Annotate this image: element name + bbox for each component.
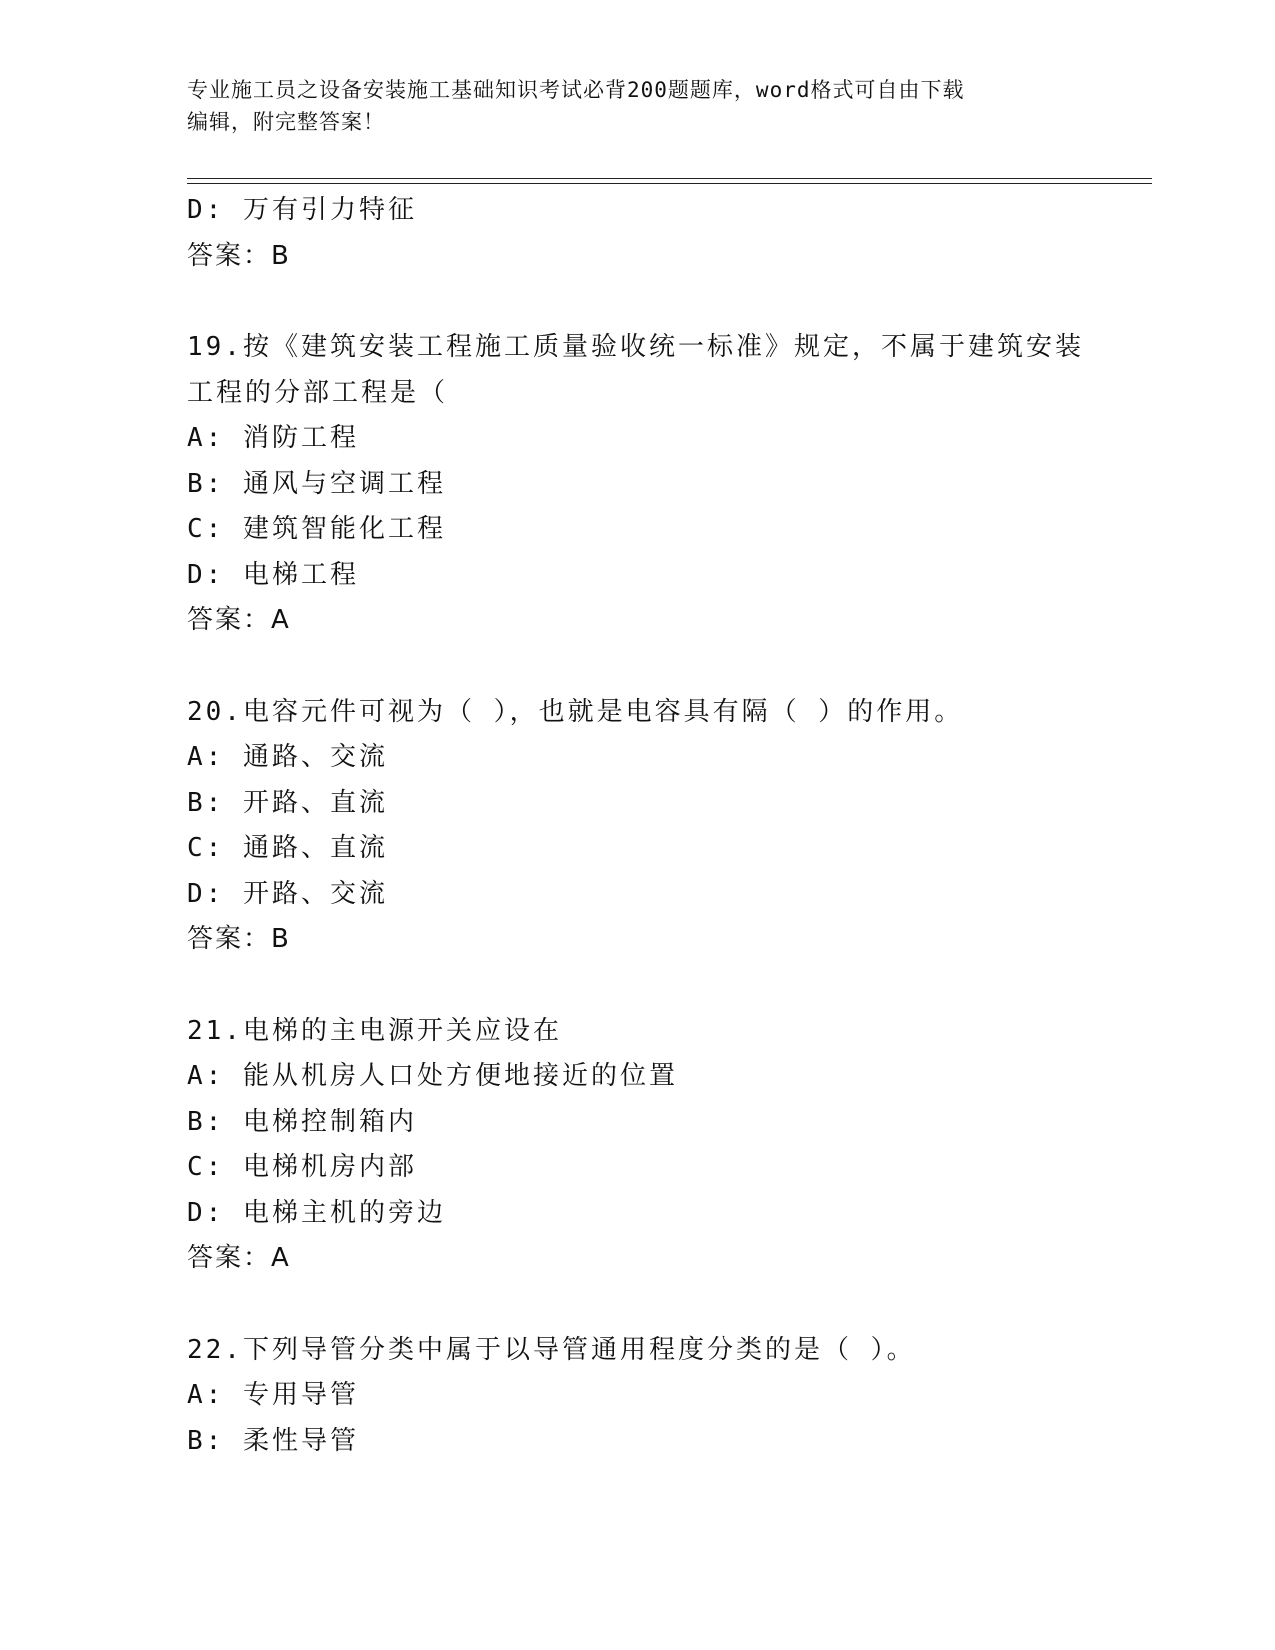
option-b: B: 开路、直流 [187,787,388,818]
question-stem: 19.按《建筑安装工程施工质量验收统一标准》规定，不属于建筑安装 [187,332,1084,362]
option-a: A: 专用导管 [187,1380,359,1410]
answer-line: 答案：A [187,605,291,635]
option-a: A: 能从机房人口处方便地接近的位置 [187,1061,678,1091]
option-d: D: 电梯工程 [187,559,359,590]
question-19 [187,325,1087,644]
option-c: C: 电梯机房内部 [187,1152,417,1182]
header-divider-bottom [187,183,1152,184]
option-a: A: 通路、交流 [187,742,388,772]
option-b: B: 柔性导管 [187,1425,359,1456]
option-d: D: 电梯主机的旁边 [187,1197,446,1228]
question-21 [187,1009,1087,1282]
option-a: A: 消防工程 [187,423,359,453]
option-b: B: 通风与空调工程 [187,468,446,499]
question-stem: 21.电梯的主电源开关应设在 [187,1015,562,1046]
option-c: C: 通路、直流 [187,833,388,863]
answer-line: 答案：B [187,240,291,271]
question-stem: 20.电容元件可视为（ ），也就是电容具有隔（ ）的作用。 [187,696,964,727]
previous-question-tail [187,188,1087,279]
header-title-line-2: 编辑，附完整答案！ [187,110,385,134]
option-b: B: 电梯控制箱内 [187,1106,417,1137]
option-d: D: 开路、交流 [187,878,388,909]
question-stem-continued: 工程的分部工程是（ [187,377,449,408]
document-header [187,74,1087,138]
header-divider-top [187,178,1152,179]
question-22 [187,1328,1087,1465]
header-title-line-1: 专业施工员之设备安装施工基础知识考试必背200题题库，word格式可自由下载 [187,78,965,102]
answer-line: 答案：B [187,924,291,954]
question-content [187,188,1087,1464]
question-20 [187,690,1087,963]
question-stem: 22.下列导管分类中属于以导管通用程度分类的是（ ）。 [187,1334,916,1365]
option-d: D: 万有引力特征 [187,195,417,225]
answer-line: 答案：A [187,1243,291,1273]
option-c: C: 建筑智能化工程 [187,514,446,544]
